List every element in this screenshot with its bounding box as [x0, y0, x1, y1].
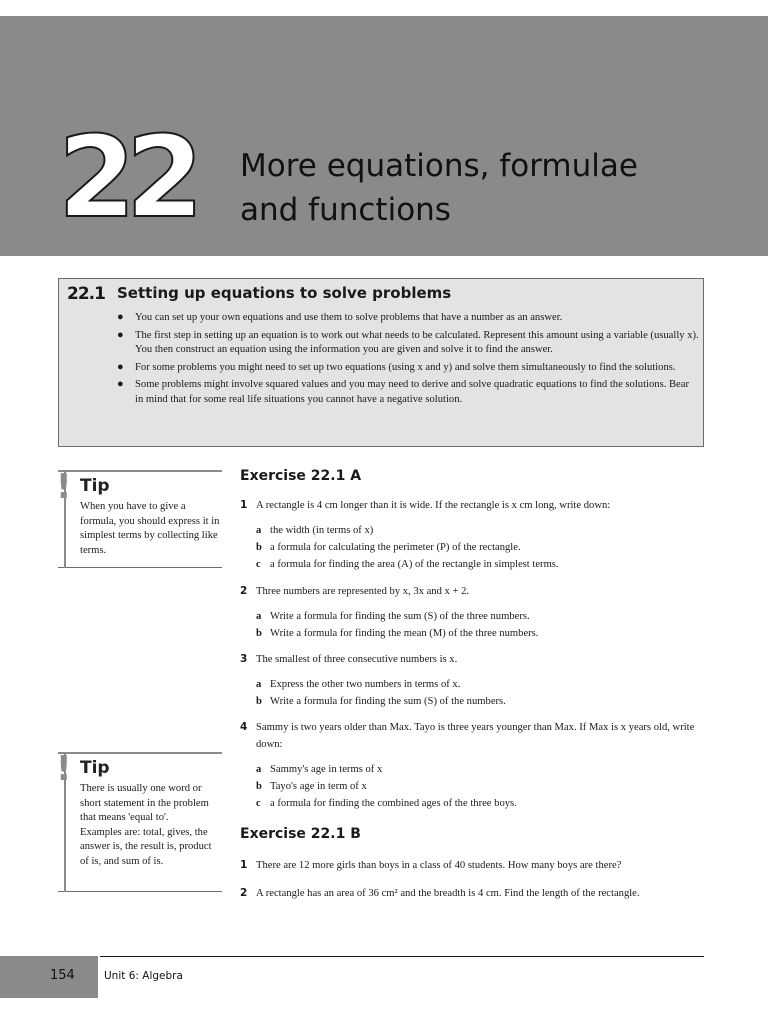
question-text: A rectangle is 4 cm longer than it is wide. If the rectangle is x cm long, write down: [256, 500, 611, 511]
question-parts [240, 608, 710, 642]
footer-page-box [0, 956, 98, 998]
exercise-a-question-2 [240, 583, 710, 642]
bullet-icon: ● [117, 328, 124, 341]
question-part: b a formula for calculating the perimeter (P) of the rectangle. [256, 542, 521, 553]
exercise-a-question-4 [240, 719, 710, 812]
footer-rule [100, 956, 704, 957]
question-text: Sammy is two years older than Max. Tayo is three years younger than Max. If Max is x years old, write down: [256, 722, 695, 750]
exercise-b-heading: Exercise 22.1 B [240, 826, 361, 842]
question-part: b Write a formula for finding the mean (M) of the three numbers. [256, 628, 539, 639]
question-part: a Write a formula for finding the sum (S) of the three numbers. [256, 611, 530, 622]
question-part: b Tayo's age in term of x [256, 781, 367, 792]
question-part: a Sammy's age in terms of x [256, 764, 383, 775]
question-number: 4 [240, 721, 248, 733]
exclamation-icon: ! [56, 467, 72, 507]
tip-box-equal-to [56, 749, 222, 892]
question-part: c a formula for finding the combined ages of the three boys. [256, 798, 517, 809]
question-part: b Write a formula for finding the sum (S) of the numbers. [256, 696, 506, 707]
exercise-b-question-1 [240, 857, 710, 874]
exclamation-icon: ! [56, 749, 72, 789]
question-number: 2 [240, 585, 248, 597]
question-part: a Express the other two numbers in terms of x. [256, 679, 461, 690]
page-number: 154 [50, 968, 75, 983]
section-summary-box [58, 278, 704, 447]
question-text: A rectangle has an area of 36 cm² and the breadth is 4 cm. Find the length of the rectangle. [256, 888, 640, 899]
question-text: The smallest of three consecutive numbers is x. [256, 654, 458, 665]
exercise-b-question-2 [240, 885, 710, 902]
unit-label: Unit 6: Algebra [104, 970, 183, 982]
question-parts [240, 761, 710, 812]
chapter-title-line-1: More equations, formulae [240, 148, 638, 184]
section-title: Setting up equations to solve problems [117, 284, 452, 302]
summary-bullet: ● The first step in setting up an equation is to work out what needs to be calculated. Represent this amount using a variable (usually x). You then construct an equation using the information you are given and solve it to find the answer. [117, 328, 699, 356]
question-parts [240, 676, 710, 710]
question-number: 1 [240, 499, 248, 511]
bullet-icon: ● [117, 360, 124, 373]
tip-text: There is usually one word or short statement in the problem that means 'equal to'. Examples are: total, gives, the answer is, the result is, product of is, and sum of is. [80, 783, 212, 867]
tip-text: When you have to give a formula, you should express it in simplest terms by collecting like terms. [80, 501, 220, 556]
bullet-icon: ● [117, 311, 124, 323]
tip-heading: Tip [80, 758, 110, 778]
summary-bullet: ● You can set up your own equations and use them to solve problems that have a number as an answer. [117, 311, 563, 323]
question-part: c a formula for finding the area (A) of the rectangle in simplest terms. [256, 559, 559, 570]
chapter-title [240, 144, 740, 232]
summary-bullet: ● For some problems you might need to set up two equations (using x and y) and solve them simultaneously to find the solutions. [117, 360, 676, 373]
question-text: There are 12 more girls than boys in a class of 40 students. How many boys are there? [256, 860, 622, 871]
section-number: 22.1 [67, 284, 105, 304]
tip-heading: Tip [80, 476, 110, 496]
chapter-number: 22 [58, 113, 194, 243]
chapter-title-line-2: and functions [240, 192, 451, 228]
bullet-icon: ● [117, 378, 124, 391]
question-text: Three numbers are represented by x, 3x and x + 2. [256, 586, 470, 597]
question-number: 2 [240, 887, 248, 899]
summary-bullet-list [115, 311, 699, 411]
question-parts [240, 522, 710, 573]
exercise-a-heading: Exercise 22.1 A [240, 468, 362, 484]
question-number: 3 [240, 653, 248, 665]
exercise-a-question-1 [240, 497, 710, 573]
summary-bullet: ● Some problems might involve squared values and you may need to derive and solve quadratic equations to find the solutions. Bear in mind that for some real life situations you cannot have a negative solution. [117, 378, 689, 405]
tip-box-formula [56, 467, 222, 568]
question-number: 1 [240, 859, 248, 871]
question-part: a the width (in terms of x) [256, 525, 374, 536]
exercise-a-question-3 [240, 651, 710, 710]
